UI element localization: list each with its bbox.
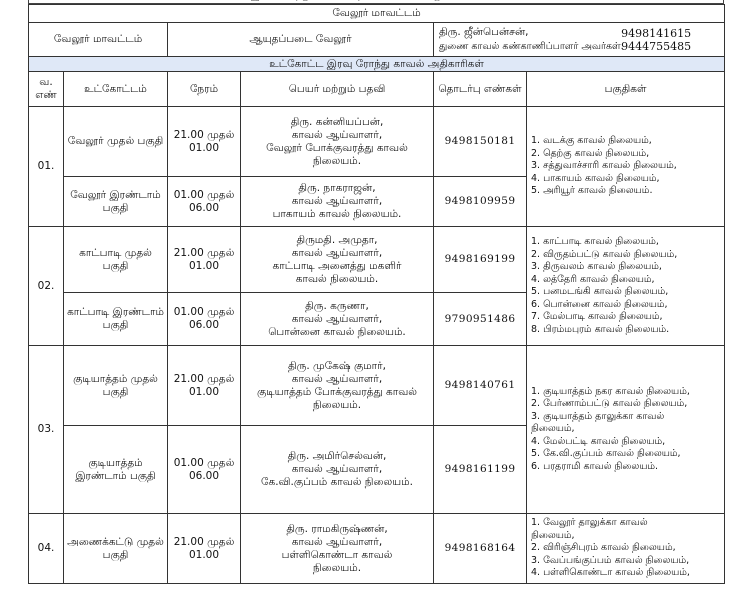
district-title: வேலூர் மாவட்டம் — [29, 5, 725, 23]
time-cell: 21.00 முதல் 01.00 — [168, 107, 241, 177]
district-phone-2: 9444755485 — [621, 39, 692, 53]
officer-name-cell — [241, 293, 434, 346]
officer-line: நிலையம். — [312, 561, 362, 574]
area-item: 6. பரதராமி காவல் நிலையம். — [531, 460, 659, 472]
area-item: 3. திருவலம் காவல் நிலையம், — [531, 261, 662, 272]
officer-line: வேலூர் போக்குவரத்து காவல் — [266, 141, 408, 154]
officer-line: காவல் ஆய்வாளர், — [291, 195, 383, 207]
area-item: 8. பிரம்மபுரம் காவல் நிலையம். — [531, 323, 670, 335]
officer-line: காவல் ஆய்வாளர், — [291, 372, 383, 385]
officer-cell — [434, 23, 624, 57]
area-item: நிலையம், — [531, 423, 575, 435]
phone-number: 9498168164 — [434, 514, 527, 584]
phone-number: 9498109959 — [434, 177, 527, 227]
officer-line: காட்பாடி அனைத்து மகளிர் — [272, 259, 402, 272]
area-item: 1. காட்பாடி காவல் நிலையம், — [531, 236, 659, 247]
district-title-row — [29, 5, 725, 23]
section-title: உட்கோட்ட இரவு ரோந்து காவல் அதிகாரிகள் — [29, 57, 725, 72]
officer-line: காவல் நிலையம். — [295, 272, 379, 285]
phone-number: 9790951486 — [434, 293, 527, 346]
serial-number: 01. — [29, 107, 64, 227]
areas-cell — [527, 107, 725, 227]
unit-cell: ஆயுதப்படை வேலூர் — [168, 23, 434, 57]
area-item: 1. குடியாத்தம் நகர காவல் நிலையம், — [531, 385, 690, 397]
officer-name-cell — [241, 177, 434, 227]
subdivision-cell: குடியாத்தம் முதல் பகுதி — [64, 346, 168, 426]
officer-line: திரு. முகேஷ் குமார், — [288, 359, 386, 372]
header-areas: பகுதிகள் — [527, 72, 725, 107]
officer-line: திருமதி. அமுதா, — [296, 233, 378, 246]
section-title-row — [29, 57, 725, 72]
area-item: 7. மேல்பாடி காவல் நிலையம், — [531, 311, 663, 322]
district-officer-designation: துணை காவல் கண்காணிப்பாளர் அவர்கள். — [439, 41, 624, 52]
header-name-post: பெயர் மற்றும் பதவி — [241, 72, 434, 107]
subdivision-cell: குடியாத்தம் இரண்டாம் பகுதி — [64, 426, 168, 514]
officer-line: காவல் ஆய்வாளர், — [291, 128, 383, 141]
time-cell: 01.00 முதல் 06.00 — [168, 426, 241, 514]
officer-line: பள்ளிகொண்டா காவல் — [281, 548, 393, 561]
area-item: 1. வேலூர் தாலுக்கா காவல் — [531, 517, 648, 529]
phone-number: 9498150181 — [434, 107, 527, 177]
officer-line: திரு. அமிர்செல்வன், — [287, 450, 387, 462]
phone-number: 9498161199 — [434, 426, 527, 514]
area-item: 3. குடியாத்தம் தாலுக்கா காவல் — [531, 410, 665, 422]
table-row — [29, 514, 725, 584]
officer-line: திரு. நாகராஜன், — [298, 182, 376, 194]
time-cell: 21.00 முதல் 01.00 — [168, 514, 241, 584]
area-item: 4. பாகாயம் காவல் நிலையம், — [531, 172, 660, 184]
area-item: 2. விருதம்பட்டு காவல் நிலையம், — [531, 248, 678, 260]
area-item: 1. வடக்கு காவல் நிலையம், — [531, 135, 652, 147]
officer-line: திரு. கன்னியப்பன், — [290, 115, 384, 128]
district-officer-row — [29, 23, 725, 57]
officer-name-cell — [241, 346, 434, 426]
area-item: 5. கே.வி.குப்பம் காவல் நிலையம், — [531, 448, 681, 460]
time-cell: 21.00 முதல் 01.00 — [168, 346, 241, 426]
subdivision-cell: வேலூர் இரண்டாம் பகுதி — [64, 177, 168, 227]
officer-name-cell — [241, 107, 434, 177]
header-contact: தொடர்பு எண்கள் — [434, 72, 527, 107]
area-item: 6. பொன்னை காவல் நிலையம், — [531, 298, 668, 310]
officer-line: திரு. ராமகிருஷ்ணன், — [286, 522, 388, 535]
officer-line: பாகாயம் காவல் நிலையம். — [272, 208, 402, 220]
patrol-schedule-table — [28, 4, 725, 584]
area-item: 3. சத்துவாச்சாரி காவல் நிலையம், — [531, 160, 677, 172]
areas-cell — [527, 514, 725, 584]
officer-name-cell — [241, 227, 434, 293]
serial-number: 02. — [29, 227, 64, 346]
area-item: 2. விரிஞ்சிபுரம் காவல் நிலையம், — [531, 542, 676, 554]
district-cell: வேலூர் மாவட்டம் — [29, 23, 168, 57]
officer-line: காவல் ஆய்வாளர், — [291, 246, 383, 259]
officer-line: திரு. கருணா, — [305, 299, 369, 312]
phone-number: 9498169199 — [434, 227, 527, 293]
serial-number: 04. — [29, 514, 64, 584]
time-cell: 21.00 முதல் 01.00 — [168, 227, 241, 293]
subdivision-cell: காட்பாடி முதல் பகுதி — [64, 227, 168, 293]
area-item: நிலையம், — [531, 529, 575, 541]
area-item: 4. லத்தேரி காவல் நிலையம், — [531, 273, 655, 285]
table-row — [29, 346, 725, 426]
officer-line: காவல் ஆய்வாளர், — [291, 535, 383, 548]
area-item: 3. வேப்பங்குப்பம் காவல் நிலையம், — [531, 554, 690, 566]
subdivision-cell: அணைக்கட்டு முதல் பகுதி — [64, 514, 168, 584]
officer-name-cell — [241, 426, 434, 514]
area-item: 2. பேர்ணாம்பட்டு காவல் நிலையம், — [531, 398, 688, 410]
areas-cell — [527, 227, 725, 346]
area-item: 2. தெற்கு காவல் நிலையம், — [531, 147, 650, 159]
officer-name-cell — [241, 514, 434, 584]
officer-line: காவல் ஆய்வாளர், — [291, 463, 383, 475]
phone-number: 9498140761 — [434, 346, 527, 426]
subdivision-cell: காட்பாடி இரண்டாம் பகுதி — [64, 293, 168, 346]
serial-number: 03. — [29, 346, 64, 514]
officer-line: காவல் ஆய்வாளர், — [291, 312, 383, 325]
header-subdivision: உட்கோட்டம் — [64, 72, 168, 107]
officer-line: குடியாத்தம் போக்குவரத்து காவல் — [256, 385, 418, 398]
area-item: 5. பனமடங்கி காவல் நிலையம், — [531, 286, 669, 297]
district-officer-name: திரு. ஜீன்பென்சன், — [439, 26, 529, 38]
table-row — [29, 107, 725, 177]
area-item: 5. அரியூர் காவல் நிலையம். — [531, 185, 653, 197]
table-row — [29, 227, 725, 293]
officer-line: நிலையம். — [312, 398, 362, 411]
officer-line: நிலையம். — [312, 154, 362, 167]
areas-cell — [527, 346, 725, 514]
header-serial: வ. எண் — [29, 72, 64, 107]
subdivision-cell: வேலூர் முதல் பகுதி — [64, 107, 168, 177]
area-item: 4. பள்ளிகொண்டா காவல் நிலையம், — [531, 567, 690, 579]
district-phone-1: 9498141615 — [621, 26, 692, 40]
officer-line: கே.வி.குப்பம் காவல் நிலையம். — [261, 476, 413, 488]
time-cell: 01.00 முதல் 06.00 — [168, 293, 241, 346]
time-cell: 01.00 முதல் 06.00 — [168, 177, 241, 227]
area-item: 4. மேல்பட்டி காவல் நிலையம், — [531, 435, 666, 447]
officer-line: பொன்னை காவல் நிலையம். — [268, 325, 406, 338]
column-header-row — [29, 72, 725, 107]
header-time: நேரம் — [168, 72, 241, 107]
